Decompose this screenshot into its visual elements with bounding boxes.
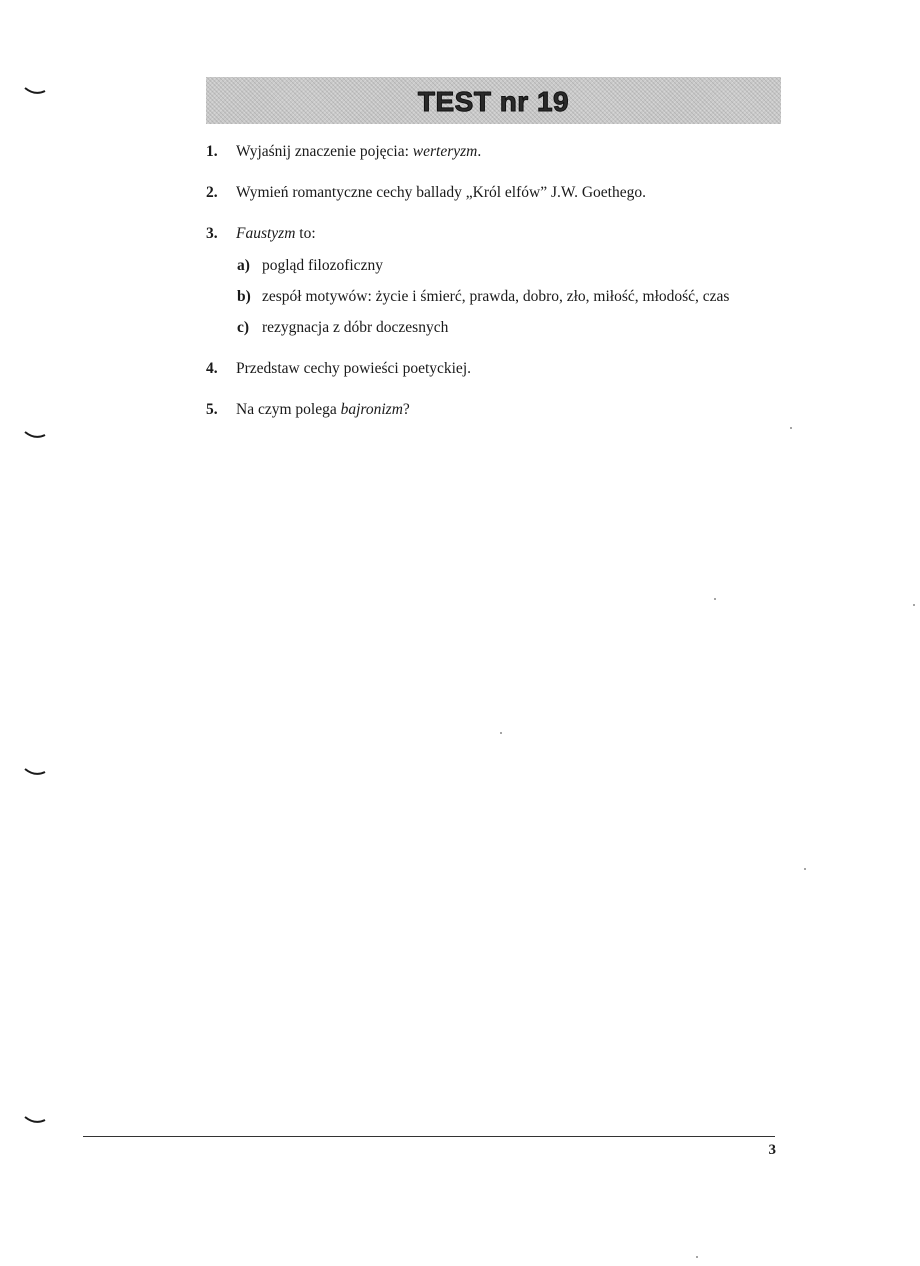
question-text: Wymień romantyczne cechy ballady „Król elfów” J.W. Goethego. [236,184,646,201]
scan-speck [790,427,792,429]
binder-hole-mark [24,430,46,440]
question-5 [206,400,410,420]
question-4 [206,359,471,379]
answer-option-a [237,256,383,276]
question-number: 5. [206,401,218,418]
answer-option-b [237,287,729,307]
question-term: Faustyzm [236,225,296,242]
question-suffix: ? [402,401,410,418]
option-text: zespół motywów: życie i śmierć, prawda, dobro, zło, miłość, młodość, czas [262,288,730,305]
option-letter: c) [237,319,250,336]
question-text: Wyjaśnij znaczenie pojęcia: [236,143,413,160]
scan-speck [714,598,716,600]
footer-divider [83,1136,775,1137]
question-suffix: to: [295,225,316,242]
question-2 [206,183,646,203]
scan-speck [696,1256,698,1258]
option-text: pogląd filozoficzny [262,257,383,274]
question-text: Na czym polega [236,401,341,418]
question-number: 1. [206,143,218,160]
page-number: 3 [768,1142,776,1158]
question-1 [206,142,481,162]
question-term: bajronizm [340,401,403,418]
option-text: rezygnacja z dóbr doczesnych [262,319,449,336]
binder-hole-mark [24,767,46,777]
page-title: TEST nr 19 [417,86,570,117]
option-letter: b) [237,288,251,305]
option-letter: a) [237,257,250,274]
binder-hole-mark [24,1115,46,1125]
binder-hole-mark [24,86,46,96]
scan-speck [500,732,502,734]
scan-speck [913,604,915,606]
title-banner [206,77,781,124]
question-suffix: . [477,143,482,160]
question-number: 2. [206,184,218,201]
scan-speck [804,868,806,870]
answer-option-c [237,318,448,338]
question-text: Przedstaw cechy powieści poetyckiej. [236,360,471,377]
question-term: werteryzm [412,143,478,160]
question-number: 4. [206,360,218,377]
question-3 [206,224,316,244]
question-number: 3. [206,225,218,242]
